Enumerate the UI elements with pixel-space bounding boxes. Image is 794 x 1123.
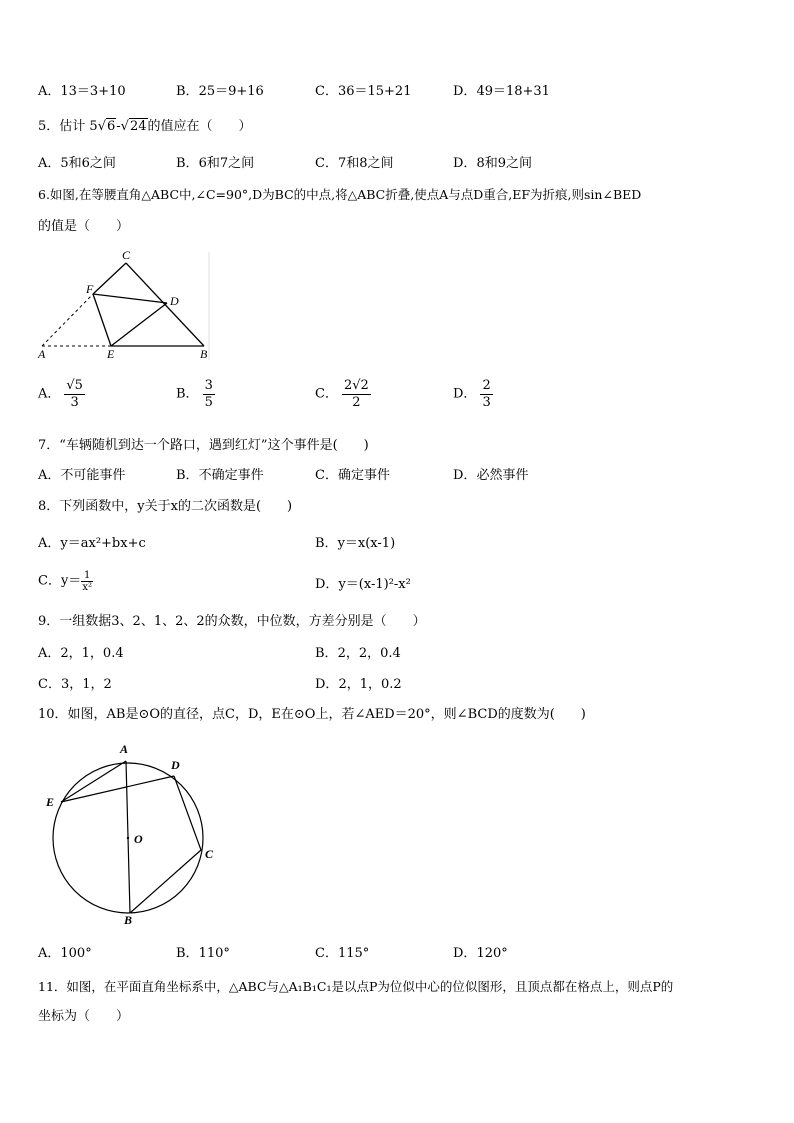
option-label: C． [315,156,338,171]
q8-stem: 8．下列函数中，y关于x的二次函数是( ) [38,499,293,514]
q7-option-d [453,467,528,485]
denominator: 3 [70,395,79,410]
q7-stem: 7．“车辆随机到达一个路口，遇到红灯”这个事件是( ) [38,438,369,453]
q6-option-c [315,378,371,411]
q9-option-d [315,676,402,694]
label-a: A [120,742,129,756]
figure-line-fe [93,294,111,346]
fraction [64,378,85,411]
figure-line-ae [61,761,126,802]
label-o: O [134,832,143,846]
q5-radicand-2: 24 [129,119,147,134]
option-text: 5和6之间 [60,156,116,171]
q10-figure [36,738,236,930]
option-text: y＝ax²+bx+c [60,536,146,551]
figure-dashed-af [42,294,93,346]
sqrt-sign: √ [120,119,129,134]
option-label: B． [176,84,199,99]
option-text: 49＝18+31 [476,84,550,99]
q5-minus: - [116,119,121,134]
figure-line-ca [93,263,126,294]
option-text: 36＝15+21 [337,84,412,99]
option-text: 25＝9+16 [198,84,264,99]
q4-option-b [176,83,264,101]
q4-option-a [38,83,126,101]
figure-line-dc [174,776,201,850]
label-c: C [122,248,131,262]
q11-stem-line2: 坐标为（ ） [38,1009,130,1024]
option-text: y＝(x-1)²-x² [338,577,411,592]
option-text: 100° [60,946,92,961]
q6-option-d [453,378,493,411]
label-f: F [86,282,94,296]
fraction [81,570,93,593]
q10-option-b [176,945,230,963]
label-e: E [46,795,55,809]
option-label: A． [38,156,61,171]
q5-option-a [38,155,116,173]
option-text: 7和8之间 [337,156,394,171]
option-label: C． [38,573,61,589]
label-d: D [171,758,180,772]
q5-stem [38,118,252,136]
denominator: 3 [482,395,491,410]
center-dot [127,837,129,839]
option-label: B． [176,468,199,483]
option-label: B． [176,156,199,171]
option-text: 3，1，2 [60,677,112,692]
label-b: B [124,913,133,927]
option-text: 不可能事件 [60,468,126,483]
numerator: 1 [81,570,93,582]
option-label: D． [453,946,477,961]
q5-suffix: 的值应在（ ） [147,119,252,134]
option-label: C． [315,386,338,402]
q6-option-a [38,378,85,411]
label-a: A [38,347,46,361]
option-text: 不确定事件 [198,468,264,483]
q8-option-b [315,535,395,553]
figure-line-ed [61,776,174,802]
option-label: B． [176,386,199,402]
denominator: 2 [352,395,361,410]
option-text: 6和7之间 [198,156,255,171]
option-label: A． [38,84,61,99]
sqrt-sign: √ [97,119,106,134]
q8-option-a [38,535,146,553]
option-label: D． [453,386,477,402]
option-label: A． [38,536,61,551]
q8-option-c [38,570,93,593]
option-label: D． [453,84,477,99]
option-label: D． [453,468,477,483]
label-d: D [170,294,179,308]
q5-prefix: 5．估计 5 [38,119,98,134]
numerator: 3 [204,378,213,393]
option-label: C． [38,677,61,692]
q6-stem-line2: 的值是（ ） [38,219,130,234]
q11-stem-line1: 11．如图，在平面直角坐标系中，△ABC与△A₁B₁C₁是以点P为位似中心的位似图形，且顶点都在格点上，则点P的 [38,979,674,994]
option-label: A． [38,386,61,402]
q9-option-c [38,676,112,694]
option-text: 8和9之间 [476,156,532,171]
option-label: C． [315,84,338,99]
q8-option-d [315,576,411,594]
option-text: 确定事件 [337,468,390,483]
option-label: C． [315,468,338,483]
q4-option-c [315,83,411,101]
option-prefix: y＝ [60,573,82,589]
option-text: 13＝3+10 [60,84,126,99]
fraction [480,378,492,411]
numerator: 2 [482,378,491,393]
q9-option-b [315,645,401,663]
numerator: 2√2 [343,378,369,393]
q10-option-a [38,945,92,963]
q10-stem: 10．如图，AB是⊙O的直径，点C，D，E在⊙O上，若∠AED＝20°，则∠BCD的度数为( ) [38,707,586,722]
option-text: 115° [337,946,370,961]
option-label: D． [453,156,477,171]
option-text: 2，2，0.4 [337,646,401,661]
q7-option-c [315,467,390,485]
denominator: 5 [204,395,213,410]
option-label: A． [38,646,61,661]
label-e: E [107,347,115,361]
q10-option-d [453,945,508,963]
label-b: B [200,347,208,361]
option-label: B． [176,946,199,961]
option-label: D． [315,577,339,592]
option-label: C． [315,946,338,961]
option-text: 必然事件 [476,468,529,483]
q6-option-b [176,378,215,411]
q6-figure [36,246,214,364]
fraction [342,378,371,411]
q10-option-c [315,945,369,963]
option-text: 110° [198,946,230,961]
option-label: B． [315,536,338,551]
q5-option-b [176,155,254,173]
option-label: D． [315,677,339,692]
q9-stem: 9．一组数据3、2、1、2、2的众数，中位数，方差分别是（ ） [38,614,426,629]
numerator: √5 [66,378,83,393]
figure-line-ed [111,303,167,346]
label-c: C [205,847,214,861]
q5-option-d [453,155,532,173]
option-text: 120° [476,946,508,961]
q7-option-b [176,467,264,485]
q5-radicand-1: 6 [106,119,116,134]
option-text: 2，1，0.2 [338,677,402,692]
q9-option-a [38,645,124,663]
option-text: 2，1，0.4 [60,646,124,661]
option-label: B． [315,646,338,661]
option-text: y＝x(x-1) [337,536,396,551]
q6-stem-line1: 6.如图,在等腰直角△ABC中,∠C=90°,D为BC的中点,将△ABC折叠,使点A与点D重合,EF为折痕,则sin∠BED [38,187,642,202]
fraction [203,378,215,411]
q5-option-c [315,155,394,173]
q4-option-d [453,83,550,101]
q7-option-a [38,467,125,485]
denominator: x² [82,582,92,593]
option-label: A． [38,946,61,961]
option-label: A． [38,468,61,483]
